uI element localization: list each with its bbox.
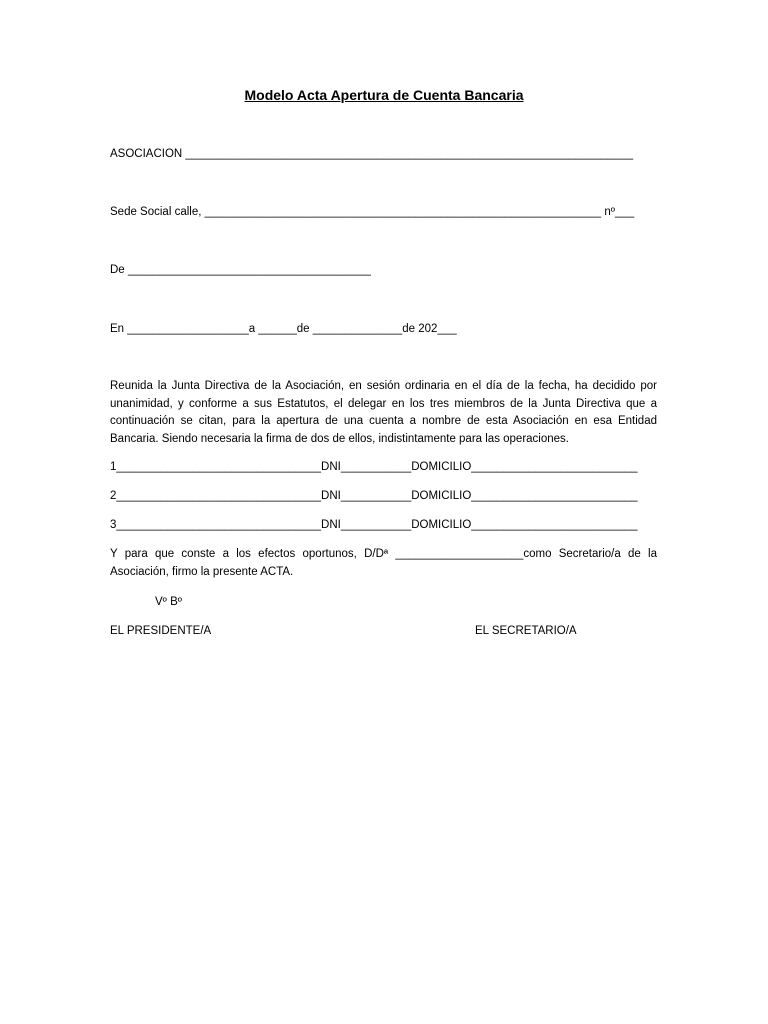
signature-president: EL PRESIDENTE/A xyxy=(110,625,212,637)
sede-social-line: Sede Social calle, ______________________________________________________________ nº___ xyxy=(110,206,635,218)
member-line-3: 3________________________________DNI___________DOMICILIO__________________________ xyxy=(110,519,638,531)
signature-secretary: EL SECRETARIO/A xyxy=(475,625,577,637)
resolution-paragraph: Reunida la Junta Directiva de la Asociación, en sesión ordinaria en el día de la fecha, ha decidido por unanimidad, y conforme a sus Estatutos, el delegar en los tres miembros de la Junta Directiva que a continuación se citan, para la apertura de una cuenta a nombre de esta Asociación en esa Entidad Bancaria. Siendo necesaria la firma de dos de ellos, indistintamente para las operaciones. xyxy=(110,380,657,445)
en-date-line: En ___________________a ______de ______________de 202___ xyxy=(110,323,457,335)
visto-bueno-label: Vº Bº xyxy=(155,596,182,608)
member-line-1: 1________________________________DNI___________DOMICILIO__________________________ xyxy=(110,461,638,473)
member-line-2: 2________________________________DNI___________DOMICILIO__________________________ xyxy=(110,490,638,502)
de-line: De ______________________________________ xyxy=(110,264,371,276)
document-title: Modelo Acta Apertura de Cuenta Bancaria xyxy=(244,87,524,103)
asociacion-line: ASOCIACION ______________________________________________________________________ xyxy=(110,148,634,160)
closing-paragraph: Y para que conste a los efectos oportunos, D/Dª ____________________como Secretario/a de la Asociación, firmo la presente ACTA. xyxy=(110,548,657,578)
